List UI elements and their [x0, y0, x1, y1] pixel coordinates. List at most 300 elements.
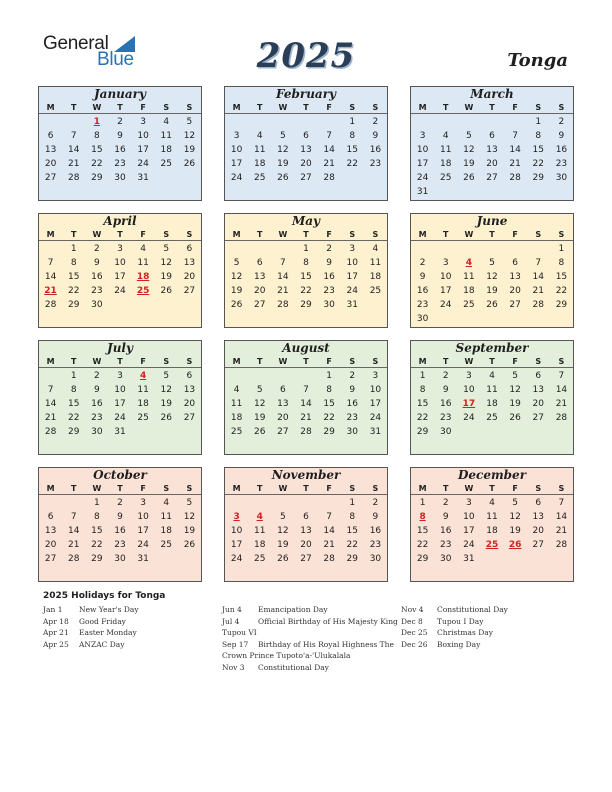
day-cell: 13: [44, 526, 57, 536]
weekday-label: W: [278, 230, 288, 239]
day-cell: 2: [93, 244, 100, 254]
day-cell: 13: [44, 145, 57, 155]
day-cell: 30: [439, 427, 452, 437]
weekday-label: W: [278, 103, 288, 112]
day-cell: 11: [160, 512, 172, 522]
weekday-label: S: [535, 357, 542, 366]
day-cell: 6: [279, 385, 286, 395]
weekday-header: [39, 229, 201, 241]
day-cell: 17: [346, 272, 358, 282]
day-cell: 16: [555, 145, 568, 155]
day-cell: 7: [558, 371, 565, 381]
day-cell: 16: [369, 526, 382, 536]
day-cell: 23: [439, 540, 452, 550]
day-cell: 28: [67, 554, 80, 564]
weekday-label: S: [558, 230, 565, 239]
month-title: May: [291, 214, 321, 228]
day-cell: 22: [532, 159, 544, 169]
holiday-date: Apr 25: [43, 639, 69, 649]
day-cell: 12: [160, 385, 172, 395]
day-cell: 3: [140, 117, 146, 127]
day-cell: 24: [463, 540, 475, 550]
day-cell: 31: [369, 427, 382, 437]
holiday-name: Good Friday: [79, 616, 126, 626]
holiday-name: Easter Monday: [79, 628, 137, 638]
weekday-label: T: [70, 357, 77, 366]
holiday-list: [43, 591, 583, 672]
day-cell: 29: [555, 300, 568, 310]
day-cell: 25: [253, 173, 266, 183]
day-cell: 12: [463, 145, 475, 155]
holiday-name: Emancipation Day: [258, 605, 328, 614]
weekday-label: M: [232, 103, 241, 112]
empty-cell: [248, 242, 271, 256]
day-cell: 23: [91, 413, 103, 423]
day-cell: 16: [114, 145, 126, 155]
weekday-label: W: [278, 357, 288, 366]
holiday-date: Jul 4: [222, 616, 240, 626]
weekday-label: T: [442, 484, 449, 493]
day-cell: 31: [137, 554, 149, 564]
day-cell: 3: [419, 131, 426, 141]
weekday-header: [411, 483, 573, 495]
day-cell: 1: [326, 371, 332, 381]
day-cell: 16: [323, 272, 335, 282]
empty-cell: [225, 115, 248, 129]
day-cell: 21: [555, 399, 568, 409]
day-cell: 22: [91, 159, 103, 169]
day-cell: 15: [67, 272, 80, 282]
holiday-date: Dec 25: [401, 628, 428, 638]
day-cell: 18: [253, 159, 266, 169]
day-cell: 16: [91, 272, 103, 282]
day-cell: 12: [160, 258, 172, 268]
logo-general-text: General: [43, 33, 109, 54]
day-cell: 3: [465, 498, 472, 508]
day-cell: 7: [279, 258, 286, 268]
day-cell: 12: [183, 131, 196, 141]
day-cell: 11: [486, 385, 498, 395]
day-cell: 20: [532, 526, 544, 536]
day-cell: 14: [555, 512, 568, 522]
holiday-column: [43, 605, 139, 651]
weekday-label: T: [256, 357, 263, 366]
holiday-name: Constitutional Day: [258, 662, 329, 672]
day-cell: 20: [253, 286, 266, 296]
day-cell: 22: [555, 286, 568, 296]
day-cell: 8: [93, 131, 100, 141]
day-cell: 1: [70, 371, 77, 381]
day-cell: 12: [277, 145, 289, 155]
day-cell: 27: [486, 173, 498, 183]
empty-cell: [39, 496, 62, 510]
day-cell: 2: [372, 117, 379, 127]
day-cell: 18: [160, 526, 172, 536]
weekday-label: W: [92, 230, 102, 239]
holiday-entry: [43, 628, 139, 640]
weekday-label: S: [349, 103, 356, 112]
holiday-date: Dec 26: [401, 639, 428, 649]
weekday-label: W: [92, 484, 102, 493]
day-cell: 8: [535, 131, 542, 141]
day-cell: 11: [160, 131, 172, 141]
day-cell: 30: [439, 554, 452, 564]
empty-cell: [39, 115, 62, 129]
day-cell: 2: [326, 244, 332, 254]
day-cell: 21: [509, 159, 521, 169]
day-cell: 30: [416, 314, 429, 324]
weekday-label: M: [46, 357, 55, 366]
day-cell: 8: [558, 258, 565, 268]
holiday-day: 17: [462, 399, 476, 409]
day-cell: 24: [230, 554, 243, 564]
holiday-column: [401, 605, 508, 651]
weekday-label: T: [442, 103, 449, 112]
weekday-label: W: [464, 103, 474, 112]
day-cell: 11: [253, 145, 266, 155]
holiday-date: Apr 21: [43, 628, 69, 638]
day-cell: 29: [91, 554, 103, 564]
day-cell: 18: [439, 159, 452, 169]
empty-cell: [318, 496, 341, 510]
day-cell: 25: [230, 427, 243, 437]
weekday-label: W: [278, 484, 288, 493]
day-cell: 14: [532, 272, 544, 282]
day-cell: 17: [439, 286, 452, 296]
day-cell: 26: [160, 413, 172, 423]
day-cell: 18: [463, 286, 475, 296]
day-cell: 24: [346, 286, 358, 296]
month-october: [38, 467, 202, 582]
day-cell: 24: [114, 413, 126, 423]
day-cell: 15: [416, 399, 429, 409]
day-cell: 26: [486, 300, 498, 310]
empty-cell: [294, 496, 317, 510]
empty-cell: [248, 369, 271, 383]
day-cell: 10: [137, 512, 149, 522]
holiday-entry: [401, 605, 508, 617]
day-cell: 15: [532, 145, 544, 155]
day-cell: 7: [326, 131, 332, 141]
empty-cell: [271, 369, 294, 383]
empty-cell: [457, 115, 480, 129]
day-cell: 17: [137, 526, 149, 536]
day-cell: 31: [463, 554, 475, 564]
day-cell: 13: [183, 385, 196, 395]
day-cell: 1: [93, 498, 100, 508]
day-cell: 11: [486, 512, 498, 522]
day-grid: [225, 241, 387, 312]
holiday-name: Crown Prince Tupoto'a-'Ulukalala: [222, 651, 351, 661]
day-cell: 13: [300, 526, 312, 536]
day-cell: 11: [230, 399, 243, 409]
weekday-label: T: [303, 230, 309, 239]
day-cell: 3: [117, 371, 123, 381]
weekday-label: M: [46, 103, 55, 112]
day-cell: 30: [346, 427, 358, 437]
day-cell: 10: [463, 512, 475, 522]
day-cell: 28: [323, 554, 335, 564]
day-cell: 30: [369, 554, 382, 564]
holiday-list-title: 2025 Holidays for Tonga: [43, 591, 166, 601]
weekday-label: W: [464, 357, 474, 366]
day-cell: 17: [463, 526, 475, 536]
day-cell: 7: [558, 498, 565, 508]
day-cell: 28: [509, 173, 521, 183]
weekday-header: [225, 483, 387, 495]
day-cell: 5: [186, 117, 193, 127]
day-cell: 10: [369, 385, 382, 395]
day-cell: 22: [300, 286, 312, 296]
day-cell: 1: [419, 371, 426, 381]
day-cell: 28: [555, 413, 568, 423]
holiday-entry: [401, 628, 508, 640]
day-cell: 6: [303, 512, 309, 522]
day-cell: 9: [349, 385, 356, 395]
day-cell: 26: [183, 540, 196, 550]
day-cell: 18: [486, 526, 498, 536]
day-cell: 26: [230, 300, 243, 310]
day-cell: 18: [230, 413, 243, 423]
day-cell: 28: [67, 173, 80, 183]
day-cell: 13: [486, 145, 498, 155]
day-cell: 3: [117, 244, 123, 254]
weekday-label: S: [349, 357, 356, 366]
month-june: [410, 213, 574, 328]
day-cell: 9: [442, 512, 449, 522]
weekday-label: S: [558, 484, 565, 493]
weekday-label: S: [186, 484, 193, 493]
day-cell: 4: [256, 131, 263, 141]
day-cell: 7: [303, 385, 309, 395]
day-cell: 13: [253, 272, 266, 282]
empty-cell: [271, 496, 294, 510]
day-cell: 21: [323, 159, 335, 169]
day-cell: 25: [486, 413, 498, 423]
day-cell: 1: [349, 498, 356, 508]
day-cell: 9: [558, 131, 565, 141]
day-cell: 14: [509, 145, 521, 155]
weekday-label: M: [232, 357, 241, 366]
day-cell: 31: [114, 427, 126, 437]
weekday-label: T: [117, 484, 123, 493]
empty-cell: [527, 242, 550, 256]
holiday-entry: [43, 640, 139, 652]
weekday-label: T: [489, 103, 495, 112]
day-cell: 1: [349, 117, 356, 127]
weekday-label: T: [303, 357, 309, 366]
empty-cell: [434, 242, 457, 256]
weekday-label: S: [372, 357, 379, 366]
day-cell: 12: [277, 526, 289, 536]
day-cell: 29: [91, 173, 103, 183]
holiday-day: 4: [465, 258, 472, 268]
day-cell: 20: [300, 540, 312, 550]
day-cell: 10: [463, 385, 475, 395]
weekday-label: T: [70, 103, 77, 112]
day-cell: 18: [253, 540, 266, 550]
day-cell: 6: [303, 131, 309, 141]
weekday-label: S: [186, 230, 193, 239]
day-cell: 30: [114, 173, 126, 183]
day-cell: 24: [439, 300, 452, 310]
day-cell: 2: [349, 371, 356, 381]
month-title: January: [94, 87, 146, 101]
weekday-label: S: [349, 484, 356, 493]
day-cell: 8: [93, 512, 100, 522]
day-cell: 19: [277, 540, 289, 550]
day-cell: 17: [416, 159, 429, 169]
day-cell: 8: [70, 258, 77, 268]
holiday-entry: [222, 640, 398, 652]
day-cell: 6: [535, 498, 542, 508]
day-cell: 31: [137, 173, 149, 183]
day-cell: 26: [509, 413, 521, 423]
day-grid: [225, 114, 387, 185]
day-cell: 15: [555, 272, 568, 282]
day-cell: 21: [44, 413, 57, 423]
weekday-label: T: [117, 357, 123, 366]
month-title: August: [282, 341, 330, 355]
day-cell: 1: [303, 244, 309, 254]
day-cell: 1: [419, 498, 426, 508]
holiday-entry: [43, 617, 139, 629]
weekday-label: F: [512, 484, 518, 493]
holiday-entry: [401, 640, 508, 652]
day-cell: 14: [44, 399, 57, 409]
day-grid: [411, 495, 573, 566]
day-cell: 31: [416, 187, 429, 197]
weekday-label: S: [186, 357, 193, 366]
weekday-label: F: [140, 357, 146, 366]
day-cell: 8: [326, 385, 332, 395]
day-cell: 8: [70, 385, 77, 395]
day-cell: 26: [253, 427, 266, 437]
day-cell: 7: [70, 512, 77, 522]
day-cell: 27: [183, 286, 196, 296]
day-cell: 19: [509, 526, 521, 536]
day-cell: 22: [67, 413, 80, 423]
day-cell: 7: [512, 131, 518, 141]
day-cell: 2: [419, 258, 426, 268]
day-cell: 10: [114, 385, 126, 395]
day-cell: 15: [91, 526, 103, 536]
weekday-label: F: [326, 357, 332, 366]
day-cell: 27: [300, 173, 312, 183]
day-cell: 15: [300, 272, 312, 282]
day-cell: 27: [532, 413, 544, 423]
holiday-date: Jun 4: [222, 605, 242, 614]
weekday-label: S: [558, 103, 565, 112]
weekday-label: F: [512, 230, 518, 239]
month-march: [410, 86, 574, 201]
month-title: March: [470, 87, 514, 101]
day-cell: 24: [114, 286, 126, 296]
day-cell: 29: [416, 554, 429, 564]
day-cell: 19: [463, 159, 475, 169]
day-cell: 20: [532, 399, 544, 409]
day-cell: 27: [532, 540, 544, 550]
day-cell: 30: [91, 427, 103, 437]
weekday-label: M: [418, 103, 427, 112]
holiday-date: Dec 8: [401, 616, 423, 626]
day-cell: 13: [509, 272, 521, 282]
day-cell: 26: [160, 286, 172, 296]
day-cell: 21: [277, 286, 289, 296]
holiday-day: 4: [140, 371, 147, 381]
day-cell: 5: [512, 498, 518, 508]
empty-cell: [457, 242, 480, 256]
day-cell: 16: [114, 526, 126, 536]
empty-cell: [39, 242, 62, 256]
day-cell: 23: [346, 413, 358, 423]
day-cell: 5: [489, 258, 495, 268]
day-cell: 5: [163, 371, 170, 381]
holiday-name: ANZAC Day: [79, 639, 125, 649]
country-title: Tonga: [507, 50, 568, 71]
day-cell: 8: [349, 131, 356, 141]
holiday-date: Nov 3: [222, 662, 245, 672]
day-cell: 2: [442, 371, 449, 381]
weekday-label: S: [186, 103, 193, 112]
day-cell: 28: [277, 300, 289, 310]
day-cell: 7: [535, 258, 542, 268]
weekday-label: S: [163, 103, 170, 112]
day-cell: 23: [323, 286, 335, 296]
empty-cell: [504, 115, 527, 129]
day-cell: 1: [70, 244, 77, 254]
empty-cell: [225, 369, 248, 383]
day-cell: 26: [277, 173, 289, 183]
day-cell: 21: [67, 540, 80, 550]
day-cell: 16: [439, 399, 452, 409]
day-cell: 1: [535, 117, 542, 127]
empty-cell: [225, 242, 248, 256]
weekday-label: T: [489, 357, 495, 366]
day-cell: 24: [230, 173, 243, 183]
weekday-header: [225, 356, 387, 368]
weekday-header: [225, 229, 387, 241]
day-cell: 29: [67, 300, 80, 310]
day-cell: 2: [372, 498, 379, 508]
day-cell: 30: [114, 554, 126, 564]
month-title: October: [93, 468, 147, 482]
day-cell: 16: [369, 145, 382, 155]
day-cell: 20: [277, 413, 289, 423]
day-cell: 17: [230, 159, 243, 169]
month-july: [38, 340, 202, 455]
day-cell: 21: [555, 526, 568, 536]
day-cell: 2: [117, 498, 123, 508]
day-cell: 25: [439, 173, 452, 183]
day-cell: 3: [465, 371, 472, 381]
day-cell: 25: [369, 286, 382, 296]
holiday-name: Christmas Day: [437, 628, 493, 638]
weekday-label: S: [558, 357, 565, 366]
day-cell: 18: [486, 399, 498, 409]
day-cell: 8: [419, 385, 426, 395]
empty-cell: [225, 496, 248, 510]
weekday-label: F: [140, 484, 146, 493]
day-cell: 11: [137, 258, 149, 268]
month-title: June: [476, 214, 508, 228]
day-cell: 21: [323, 540, 335, 550]
day-grid: [39, 241, 201, 312]
day-cell: 22: [323, 413, 335, 423]
day-cell: 4: [163, 498, 170, 508]
day-cell: 11: [253, 526, 266, 536]
day-cell: 20: [183, 272, 196, 282]
